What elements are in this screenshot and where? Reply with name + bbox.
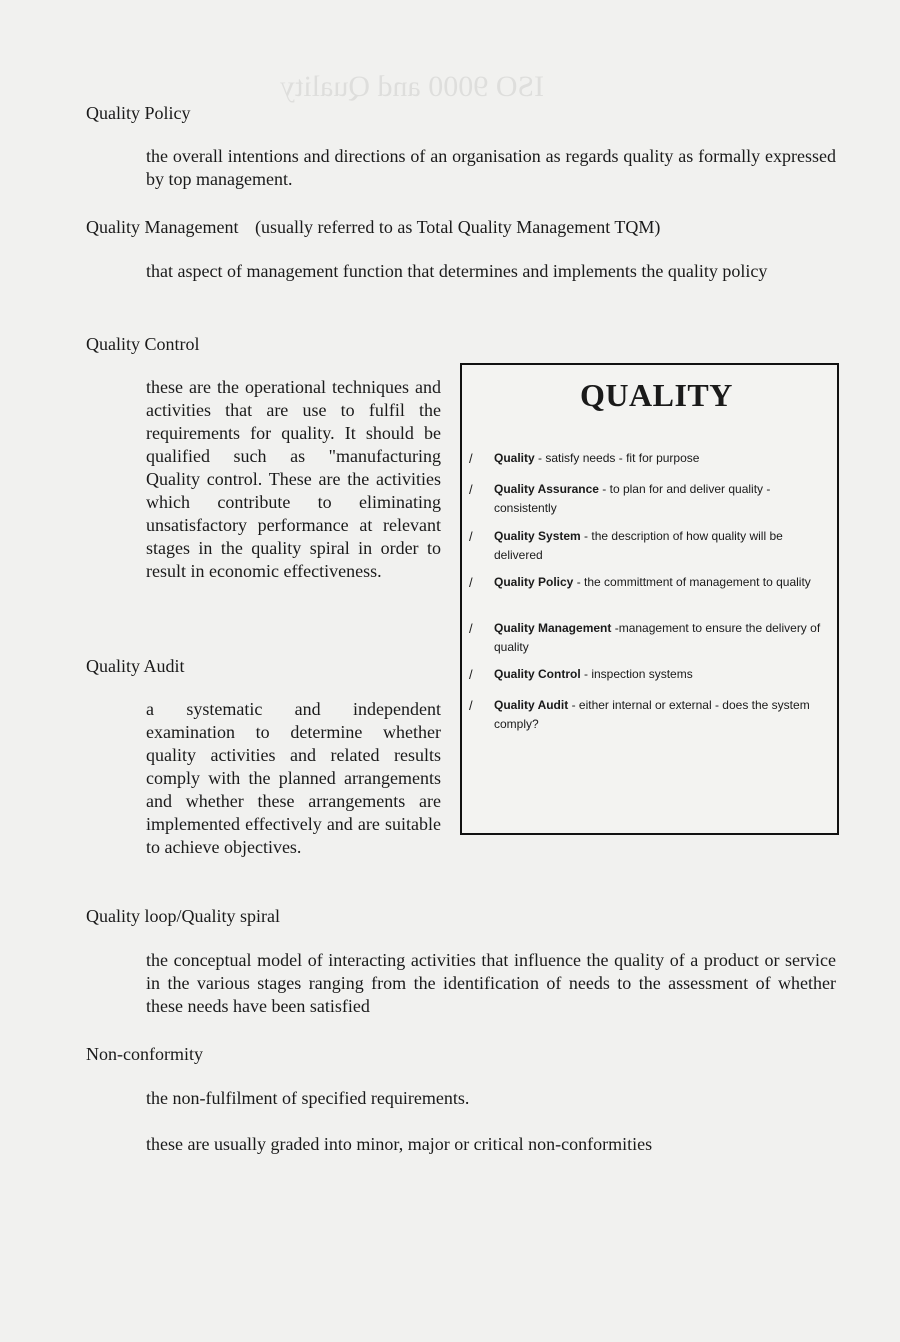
definition-quality-management: that aspect of management function that determines and implements the quality policy [146,261,768,281]
check-icon: / [469,698,473,713]
box-item-quality-assurance [469,480,824,518]
box-item-label: Quality System [494,529,581,543]
check-icon: / [469,621,473,636]
term-quality-audit: Quality Audit [86,656,185,676]
definition-quality-policy: the overall intentions and directions of an organisation as regards quality as formally expressed by top management. [146,146,836,189]
check-icon: / [469,482,473,497]
box-item-text: -management to ensure the delivery of quality [494,621,821,654]
box-item-quality-policy [469,573,824,592]
check-icon: / [469,667,473,682]
box-item-label: Quality [494,451,535,465]
definition-quality-control: these are the operational techniques and activities that are use to fulfil the requirements for quality. It should be qualified such as "manufacturing Quality control. These are the activities which contribute to eliminating unsatisfactory performance at relevant stages in the quality spiral in order to result in economic effectiveness. [146,377,441,581]
check-icon: / [469,529,473,544]
definition-quality-audit: a systematic and independent examination to determine whether quality activities and related results comply with the planned arrangements and whether these arrangements are implemented effectively and are suitable to achieve objectives. [146,699,441,857]
box-item-label: Quality Control [494,667,581,681]
term-note: (usually referred to as Total Quality Management TQM) [254,217,661,237]
box-item-text: - satisfy needs - fit for purpose [538,451,700,465]
term-quality-control: Quality Control [86,334,200,354]
box-item-quality-management [469,619,824,657]
box-item-quality-control [469,665,824,684]
box-item-quality-system [469,527,824,565]
bleed-through-heading: ISO 9000 and Quality [280,70,545,103]
quality-box-title: QUALITY [580,377,733,413]
non-conformity-grades: these are usually graded into minor, major or critical non-conformities [146,1134,653,1154]
term-quality-policy: Quality Policy [86,103,191,123]
check-icon: / [469,451,473,466]
term-quality-loop: Quality loop/Quality spiral [86,906,280,926]
box-item-label: Quality Audit [494,698,569,712]
quality-summary-box [460,363,839,835]
definition-non-conformity: the non-fulfilment of specified requirements. [146,1088,470,1108]
box-item-text: - to plan for and deliver quality - consistently [494,482,771,515]
term-quality-management [86,216,786,238]
box-item-text: - either internal or external - does the system comply? [494,698,810,731]
box-item-label: Quality Policy [494,575,574,589]
term-non-conformity: Non-conformity [86,1044,203,1064]
definition-quality-loop: the conceptual model of interacting activities that influence the quality of a product or service in the various stages ranging from the identification of needs to the assessment of whether these needs have been satisfied [146,950,836,1016]
term-label: Quality Management [86,217,239,237]
box-item-label: Quality Management [494,621,612,635]
check-icon: / [469,575,473,590]
box-item-text: - the committment of management to quality [576,575,811,589]
box-item-label: Quality Assurance [494,482,599,496]
box-item-text: - the description of how quality will be delivered [494,529,783,562]
box-item-text: - inspection systems [584,667,693,681]
box-item-quality [469,449,824,468]
box-item-quality-audit [469,696,824,734]
